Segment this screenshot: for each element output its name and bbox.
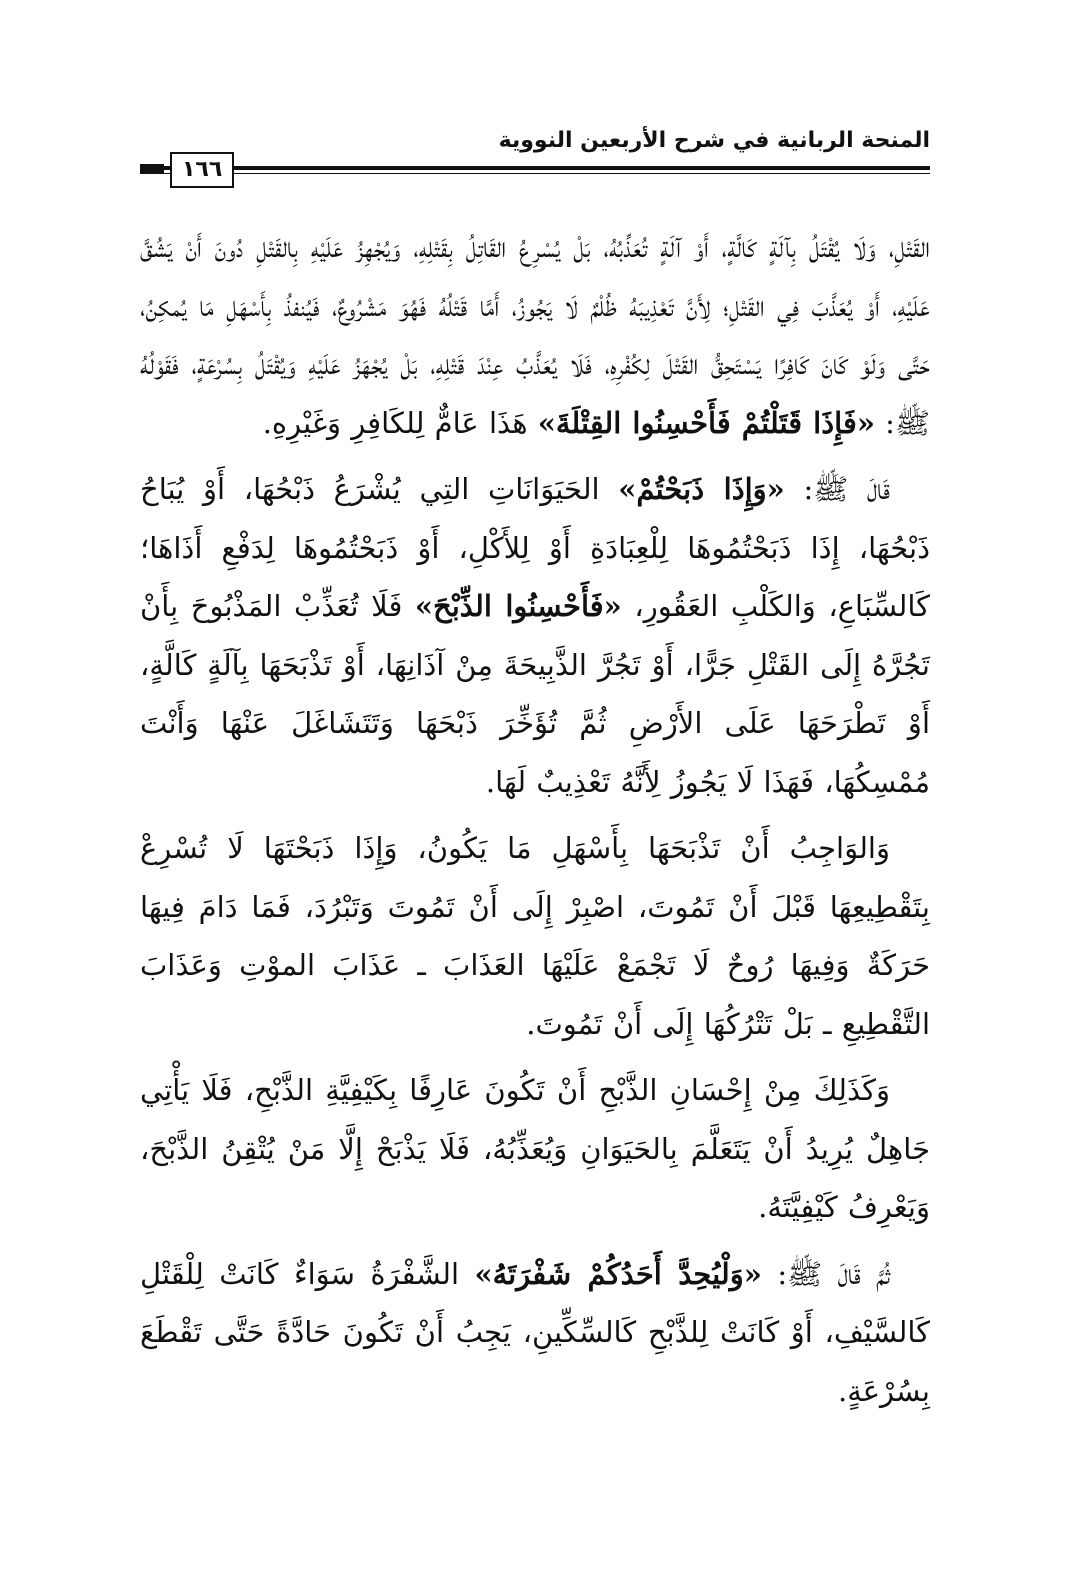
hadith-quote-qatl: «فَإِذَا قَتَلْتُمْ فَأَحْسِنُوا القِتْلَةَ» bbox=[537, 405, 875, 440]
hadith-quote-dhibh: «فَأَحْسِنُوا الذِّبْحَ» bbox=[414, 589, 622, 623]
body-text bbox=[140, 218, 930, 1428]
paragraph-1-text-b: هَذَا عَامٌّ لِلكَافِرِ وَغَيْرِهِ. bbox=[262, 405, 538, 440]
paragraph-2-text-b: الحَيَوَانَاتِ التِي يُشْرَعُ ذَبْحُهَا، أَوْ يُبَاحُ ذَبْحُهَا، إِذَا ذَبَحْتُمُوهَا لِلْعِبَادَةِ أَوْ لِلأَكْلِ، أَوْ ذَبَحْتُمُوهَا لِدَفْعِ أَذَاهَا؛ كَالسِّبَاعِ، وَالكَلْبِ العَقُورِ، bbox=[140, 472, 930, 623]
paragraph-5-text-b: الشَّفْرَةُ سَوَاءٌ كَانَتْ لِلْقَتْلِ كَالسَّيْفِ، أَوْ كَانَتْ لِلذَّبْحِ كَالسِّكِّينِ، يَجِبُ أَنْ تَكُونَ حَادَّةً حَتَّى تَقْطَعَ بِسُرْعَةٍ. bbox=[140, 1256, 930, 1408]
paragraph-4-text: وَكَذَلِكَ مِنْ إِحْسَانِ الذَّبْحِ أَنْ تَكُونَ عَارِفًا بِكَيْفِيَّةِ الذَّبْحِ، فَلَا يَأْتِي جَاهِلٌ يُرِيدُ أَنْ يَتَعَلَّمَ بِالحَيَوَانِ وَيُعَذِّبُهُ، فَلَا يَذْبَحْ إِلَّا مَنْ يُتْقِنُ الذَّبْحَ، وَيَعْرِفُ كَيْفِيَّتَهُ. bbox=[140, 1073, 930, 1224]
hadith-quote-dhabahtum: «وَإِذَا ذَبَحْتُمْ» bbox=[618, 472, 785, 506]
page-number-dash-top bbox=[140, 164, 164, 167]
header-rule-thick bbox=[140, 166, 930, 170]
page-number: ١٦٦ bbox=[170, 152, 234, 188]
running-header bbox=[140, 128, 930, 188]
paragraph-2-text-c: فَلَا تُعَذِّبْ المَذْبُوحَ بِأَنْ تَجُرَّهُ إِلَى القَتْلِ جَرًّا، أَوْ تَجُرَّ الذَّبِيحَةَ مِنْ آذَانِهَا، أَوْ تَذْبَحَهَا بِآلَةٍ كَالَّةٍ، أَوْ تَطْرَحَهَا عَلَى الأَرْضِ ثُمَّ تُؤَخِّرَ ذَبْحَهَا وَتَتَشَاغَلَ عَنْهَا وَأَنْتَ مُمْسِكُهَا، فَهَذَا لَا يَجُوزُ لِأَنَّهُ تَعْذِيبٌ لَهَا. bbox=[140, 589, 930, 799]
paragraph-2-text-a: قَالَ ﷺ: bbox=[784, 472, 890, 506]
page-number-dash-bottom bbox=[140, 170, 164, 173]
paragraph-3-text: وَالوَاجِبُ أَنْ تَذْبَحَهَا بِأَسْهَلِ مَا يَكُونُ، وَإِذَا ذَبَحْتَهَا لَا تُسْرِعْ بِتَقْطِيعِهَا قَبْلَ أَنْ تَمُوتَ، اصْبِرْ إِلَى أَنْ تَمُوتَ وَتَبْرُدَ، فَمَا دَامَ فِيهَا حَرَكَةٌ وَفِيهَا رُوحٌ لَا تَجْمَعْ عَلَيْهَا العَذَابَ ـ عَذَابَ الموْتِ وَعَذَابَ التَّقْطِيعِ ـ بَلْ تَتْرُكُهَا إِلَى أَنْ تَمُوتَ. bbox=[140, 831, 930, 1041]
paragraph-1-text-a: القَتْلِ، وَلَا يُقْتَلُ بِآلَةٍ كَالَّةٍ، أَوْ آلَةٍ تُعَذِّبُهُ، بَلْ يُسْرِعُ القَاتِلُ بِقَتْلِهِ، وَيُجْهِزُ عَلَيْهِ بِالقَتْلِ دُونَ أَنْ يَشُقَّ عَلَيْهِ، أَوْ يُعَذَّبَ فِي القَتْلِ؛ لِأَنَّ تَعْذِيبَهُ ظُلْمٌ لَا يَجُوزُ، أَمَّا قَتْلُهُ فَهُوَ مَشْرُوعٌ، فَيُنفذُ بِأَسْهَلِ مَا يُمكِنُ، حَتَّى وَلَوْ كَانَ كَافِرًا يَسْتَحِقُّ القَتْلَ لِكُفْرِهِ، فَلَا يُعَذَّبُ عِنْدَ قَتْلِهِ، بَلْ يُجْهَزُ عَلَيْهِ وَيُقْتَلُ بِسُرْعَةٍ، فَقَوْلُهُ ﷺ: bbox=[140, 230, 930, 440]
paragraph-4 bbox=[140, 1061, 930, 1237]
header-rule-thin bbox=[140, 173, 930, 174]
paragraph-5 bbox=[140, 1245, 930, 1421]
paragraph-2 bbox=[140, 460, 930, 811]
hadith-quote-shafra: «وَلْيُحِدَّ أَحَدُكُمْ شَفْرَتَهُ» bbox=[474, 1256, 762, 1291]
paragraph-1 bbox=[140, 218, 930, 452]
paragraph-3 bbox=[140, 819, 930, 1053]
paragraph-5-text-a: ثُمَّ قَالَ ﷺ: bbox=[761, 1256, 891, 1291]
book-title: المنحة الربانية في شرح الأربعين النووية bbox=[498, 128, 930, 153]
